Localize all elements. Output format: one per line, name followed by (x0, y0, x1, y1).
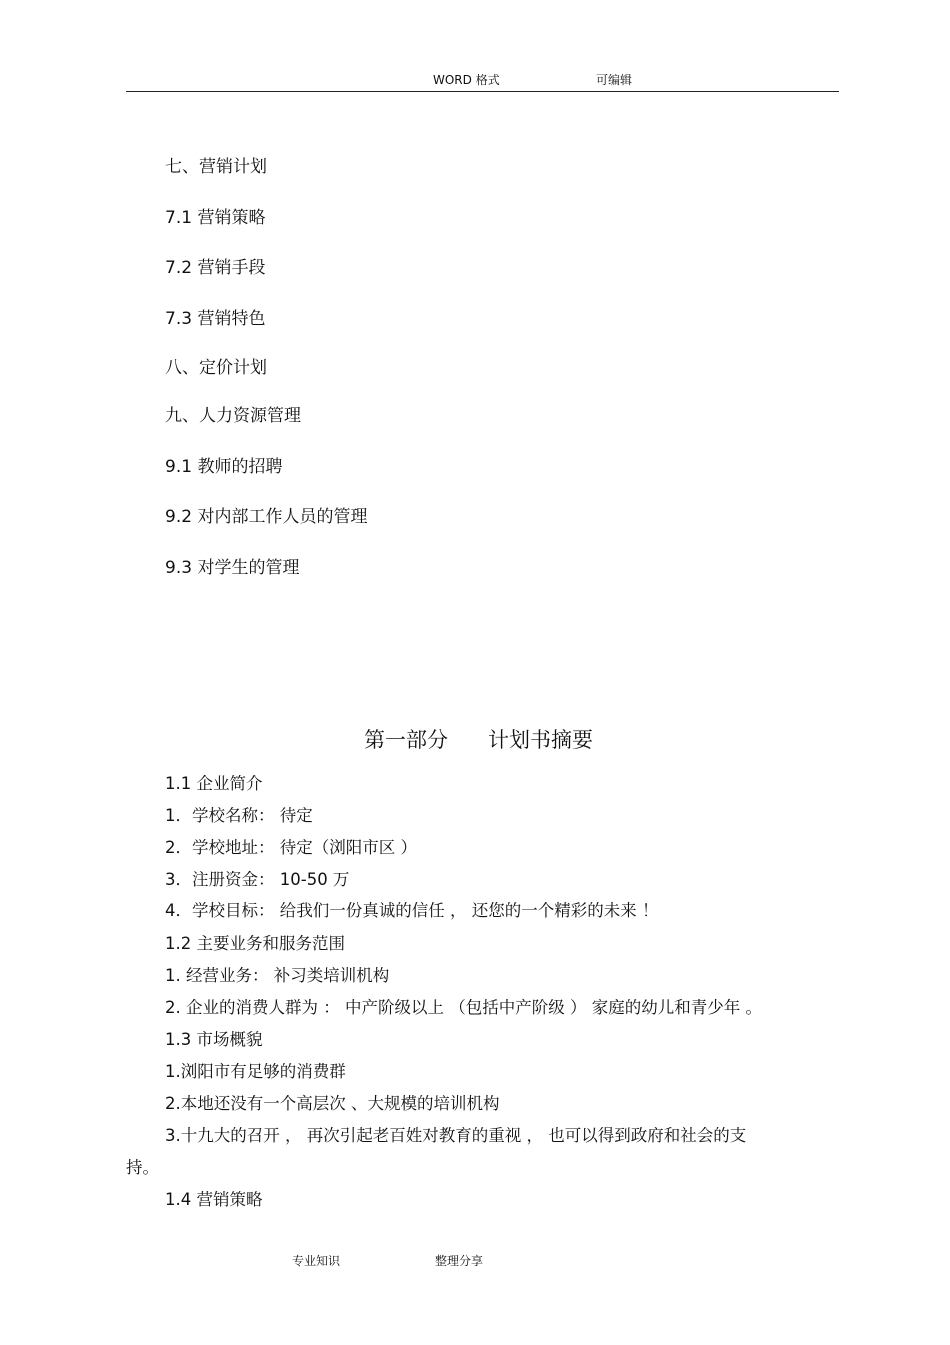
toc-item: 七、营销计划 (165, 157, 267, 177)
footer-right-label: 整理分享 (435, 1254, 484, 1268)
header-format-label: WORD 格式 (433, 73, 500, 87)
toc-item: 7.3 营销特色 (165, 309, 266, 329)
section-line: 1.浏阳市有足够的消费群 (165, 1062, 346, 1081)
toc-item: 7.1 营销策略 (165, 208, 266, 228)
toc-item: 7.2 营销手段 (165, 258, 266, 278)
section-line: 4．学校目标： 给我们一份真诚的信任 ， 还您的一个精彩的未来 ！ (165, 901, 659, 920)
section-line: 2．学校地址： 待定（浏阳市区 ） (165, 838, 417, 857)
toc-item: 9.2 对内部工作人员的管理 (165, 507, 368, 527)
section-line: 3.十九大的召开 ， 再次引起老百姓对教育的重视 ， 也可以得到政府和社会的支 (165, 1126, 747, 1145)
toc-item: 9.3 对学生的管理 (165, 558, 300, 578)
section-line: 1. 经营业务： 补习类培训机构 (165, 966, 390, 985)
section-line-continuation: 持。 (126, 1158, 159, 1177)
section-line: 3．注册资金： 10-50 万 (165, 870, 350, 889)
section-title-name: 计划书摘要 (488, 728, 593, 752)
toc-item: 9.1 教师的招聘 (165, 457, 283, 477)
section-line: 1.2 主要业务和服务范围 (165, 934, 345, 953)
toc-item: 九、人力资源管理 (165, 406, 301, 426)
header-rule (126, 91, 839, 92)
toc-item: 八、定价计划 (165, 358, 267, 378)
section-line: 2.本地还没有一个高层次 、大规模的培训机构 (165, 1094, 500, 1113)
header-editable-label: 可编辑 (596, 73, 633, 87)
section-line: 1.3 市场概貌 (165, 1030, 263, 1049)
footer-left-label: 专业知识 (292, 1254, 341, 1268)
section-line: 1．学校名称： 待定 (165, 806, 313, 825)
section-line: 1.1 企业简介 (165, 774, 263, 793)
section-title-part: 第一部分 (364, 728, 448, 752)
section-line: 1.4 营销策略 (165, 1190, 263, 1209)
section-line: 2. 企业的消费人群为 ： 中产阶级以上 （包括中产阶级 ） 家庭的幼儿和青少年 。 (165, 998, 762, 1017)
